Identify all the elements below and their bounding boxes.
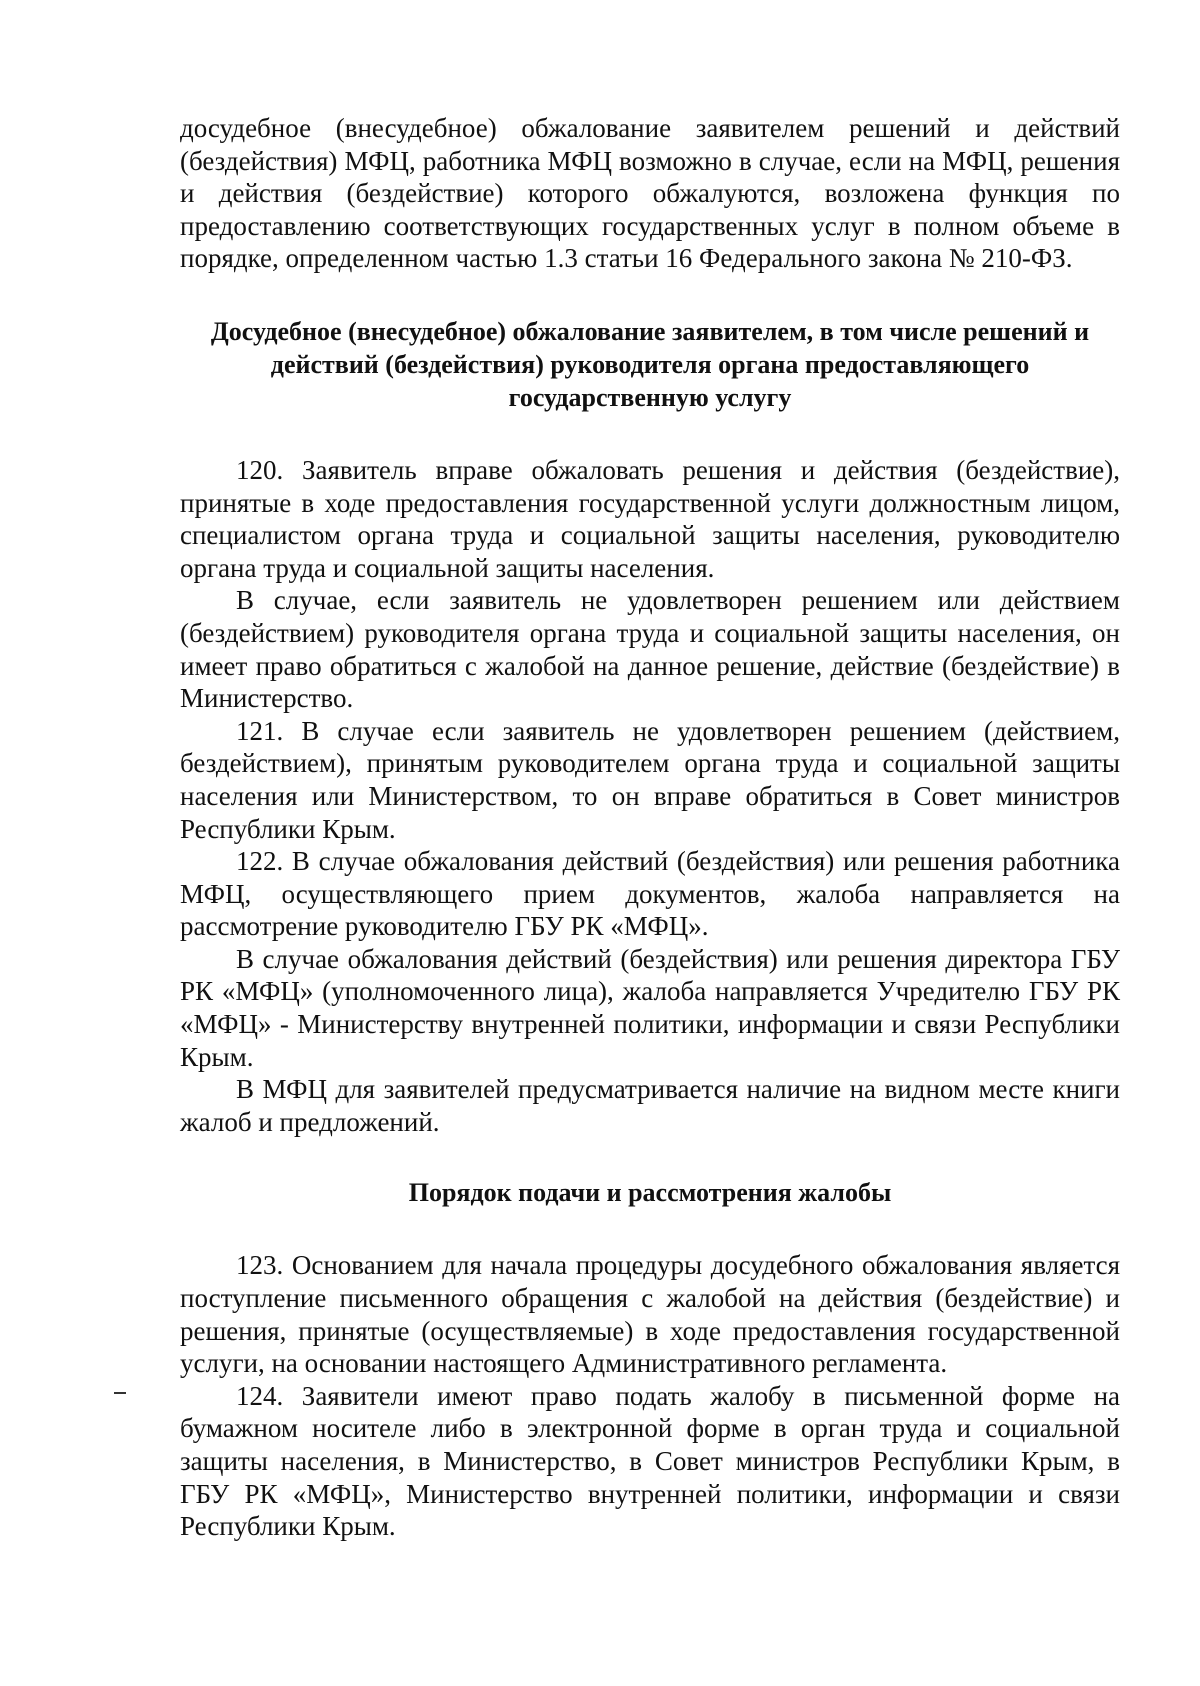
paragraph-123: 123. Основанием для начала процедуры досудебного обжалования является поступление письменного обращения с жалобой на действия (бездействие) и решения, принятые (осуществляемые) в ходе предоставления государственной услуги, на основании настоящего Административного регламента. bbox=[180, 1250, 1120, 1379]
section-heading-complaint-procedure: Порядок подачи и рассмотрения жалобы bbox=[408, 1178, 892, 1208]
paragraph-120-cont: В случае, если заявитель не удовлетворен решением или действием (бездействием) руководителя органа труда и социальной защиты населения, он имеет право обратиться с жалобой на данное решение, действие (бездействие) в Министерство. bbox=[180, 585, 1120, 714]
paragraph-120: 120. Заявитель вправе обжаловать решения и действия (бездействие), принятые в ходе предоставления государственной услуги должностным лицом, специалистом органа труда и социальной защиты населения, руководителю органа труда и социальной защиты населения. bbox=[180, 454, 1120, 583]
paragraph-122-book: В МФЦ для заявителей предусматривается наличие на видном месте книги жалоб и предложений. bbox=[180, 1074, 1120, 1137]
document-body bbox=[180, 112, 1120, 1543]
paragraph-121: 121. В случае если заявитель не удовлетворен решением (действием, бездействием), принятым руководителем органа труда и социальной защиты населения или Министерством, то он вправе обратиться в Совет министров Республики Крым. bbox=[180, 715, 1120, 844]
paragraph-122: 122. В случае обжалования действий (бездействия) или решения работника МФЦ, осуществляющего прием документов, жалоба направляется на рассмотрение руководителю ГБУ РК «МФЦ». bbox=[180, 846, 1120, 942]
margin-dash-mark bbox=[114, 1392, 126, 1394]
paragraph-continuation: досудебное (внесудебное) обжалование заявителем решений и действий (бездействия) МФЦ, работника МФЦ возможно в случае, если на МФЦ, решения и действия (бездействие) которого обжалуются, возложена функция по предоставлению соответствующих государственных услуг в полном объеме в порядке, определенном частью 1.3 статьи 16 Федерального закона № 210-ФЗ. bbox=[180, 113, 1120, 274]
section-heading-appeal: Досудебное (внесудебное) обжалование заявителем, в том числе решений и действий (бездействия) руководителя органа предоставляющего государственную услугу bbox=[210, 316, 1090, 412]
paragraph-122-cont: В случае обжалования действий (бездействия) или решения директора ГБУ РК «МФЦ» (уполномоченного лица), жалоба направляется Учредителю ГБУ РК «МФЦ» - Министерству внутренней политики, информации и связи Республики Крым. bbox=[180, 943, 1120, 1072]
paragraph-124: 124. Заявители имеют право подать жалобу в письменной форме на бумажном носителе либо в электронной форме в орган труда и социальной защиты населения, в Министерство, в Совет министров Республики Крым, в ГБУ РК «МФЦ», Министерство внутренней политики, информации и связи Республики Крым. bbox=[180, 1380, 1120, 1542]
